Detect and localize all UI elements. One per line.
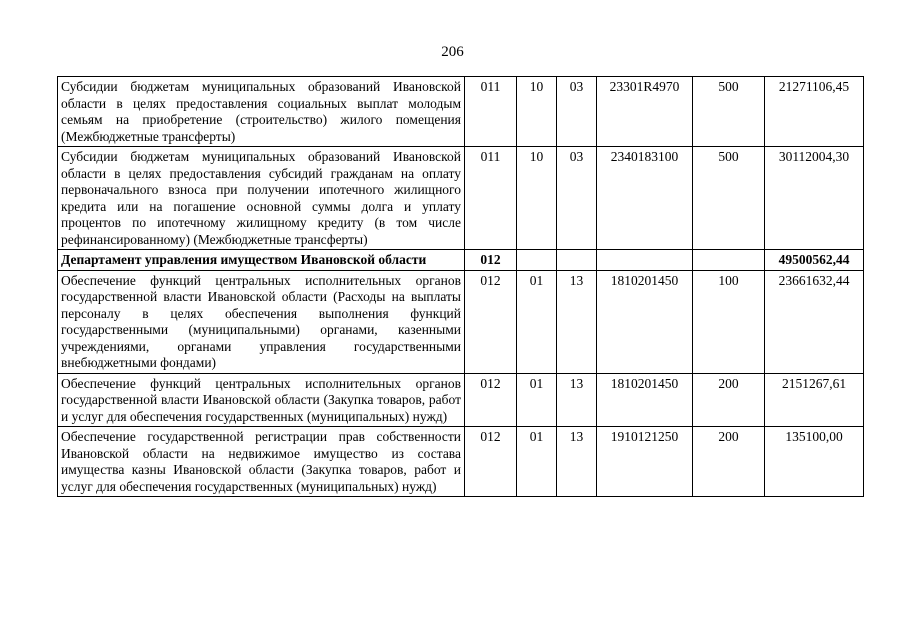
- subsection-code: 13: [557, 373, 597, 427]
- expense-type-code: [693, 250, 765, 271]
- target-article-code: 1910121250: [597, 427, 693, 497]
- row-description: Обеспечение функций центральных исполнительных органов государственной власти Ивановской области (Закупка товаров, работ и услуг для обеспечения государственных (муниципальных) нужд): [58, 373, 465, 427]
- section-code: 10: [517, 147, 557, 250]
- section-code: 10: [517, 77, 557, 147]
- section-code: 01: [517, 427, 557, 497]
- expense-type-code: 200: [693, 373, 765, 427]
- subsection-code: 13: [557, 270, 597, 373]
- expense-type-code: 500: [693, 147, 765, 250]
- expense-type-code: 200: [693, 427, 765, 497]
- target-article-code: 2340183100: [597, 147, 693, 250]
- row-description: Субсидии бюджетам муниципальных образований Ивановской области в целях предоставления социальных выплат молодым семьям на приобретение (строительство) жилого помещения (Межбюджетные трансферты): [58, 77, 465, 147]
- budget-table: [57, 76, 864, 497]
- subsection-code: [557, 250, 597, 271]
- amount: 30112004,30: [765, 147, 864, 250]
- target-article-code: [597, 250, 693, 271]
- amount: 135100,00: [765, 427, 864, 497]
- target-article-code: 1810201450: [597, 373, 693, 427]
- section-code: 01: [517, 270, 557, 373]
- table-row: [58, 427, 864, 497]
- table-row: [58, 147, 864, 250]
- table-row: [58, 373, 864, 427]
- ministry-code: 011: [465, 147, 517, 250]
- amount: 23661632,44: [765, 270, 864, 373]
- section-code: 01: [517, 373, 557, 427]
- amount: 21271106,45: [765, 77, 864, 147]
- expense-type-code: 100: [693, 270, 765, 373]
- amount: 2151267,61: [765, 373, 864, 427]
- table-row-department: [58, 250, 864, 271]
- target-article-code: 1810201450: [597, 270, 693, 373]
- table-row: [58, 77, 864, 147]
- row-description: Субсидии бюджетам муниципальных образований Ивановской области в целях предоставления субсидий гражданам на оплату первоначального взноса при получении ипотечного жилищного кредита или на погашение основной суммы долга и уплату процентов по ипотечному жилищному кредиту (в том числе рефинансированному) (Межбюджетные трансферты): [58, 147, 465, 250]
- expense-type-code: 500: [693, 77, 765, 147]
- ministry-code: 011: [465, 77, 517, 147]
- ministry-code: 012: [465, 270, 517, 373]
- page-number: 206: [441, 44, 464, 60]
- table-row: [58, 270, 864, 373]
- row-description: Обеспечение функций центральных исполнительных органов государственной власти Ивановской области (Расходы на выплаты персоналу в целях обеспечения выполнения функций государственными (муниципальными) органами, казенными учреждениями, органами управления государственными внебюджетными фондами): [58, 270, 465, 373]
- amount: 49500562,44: [765, 250, 864, 271]
- ministry-code: 012: [465, 373, 517, 427]
- target-article-code: 23301R4970: [597, 77, 693, 147]
- row-description: Департамент управления имуществом Ивановской области: [58, 250, 465, 271]
- section-code: [517, 250, 557, 271]
- subsection-code: 03: [557, 77, 597, 147]
- ministry-code: 012: [465, 427, 517, 497]
- subsection-code: 13: [557, 427, 597, 497]
- ministry-code: 012: [465, 250, 517, 271]
- row-description: Обеспечение государственной регистрации прав собственности Ивановской области на недвижимое имущество из состава имущества казны Ивановской области (Закупка товаров, работ и услуг для обеспечения государственных (муниципальных) нужд): [58, 427, 465, 497]
- subsection-code: 03: [557, 147, 597, 250]
